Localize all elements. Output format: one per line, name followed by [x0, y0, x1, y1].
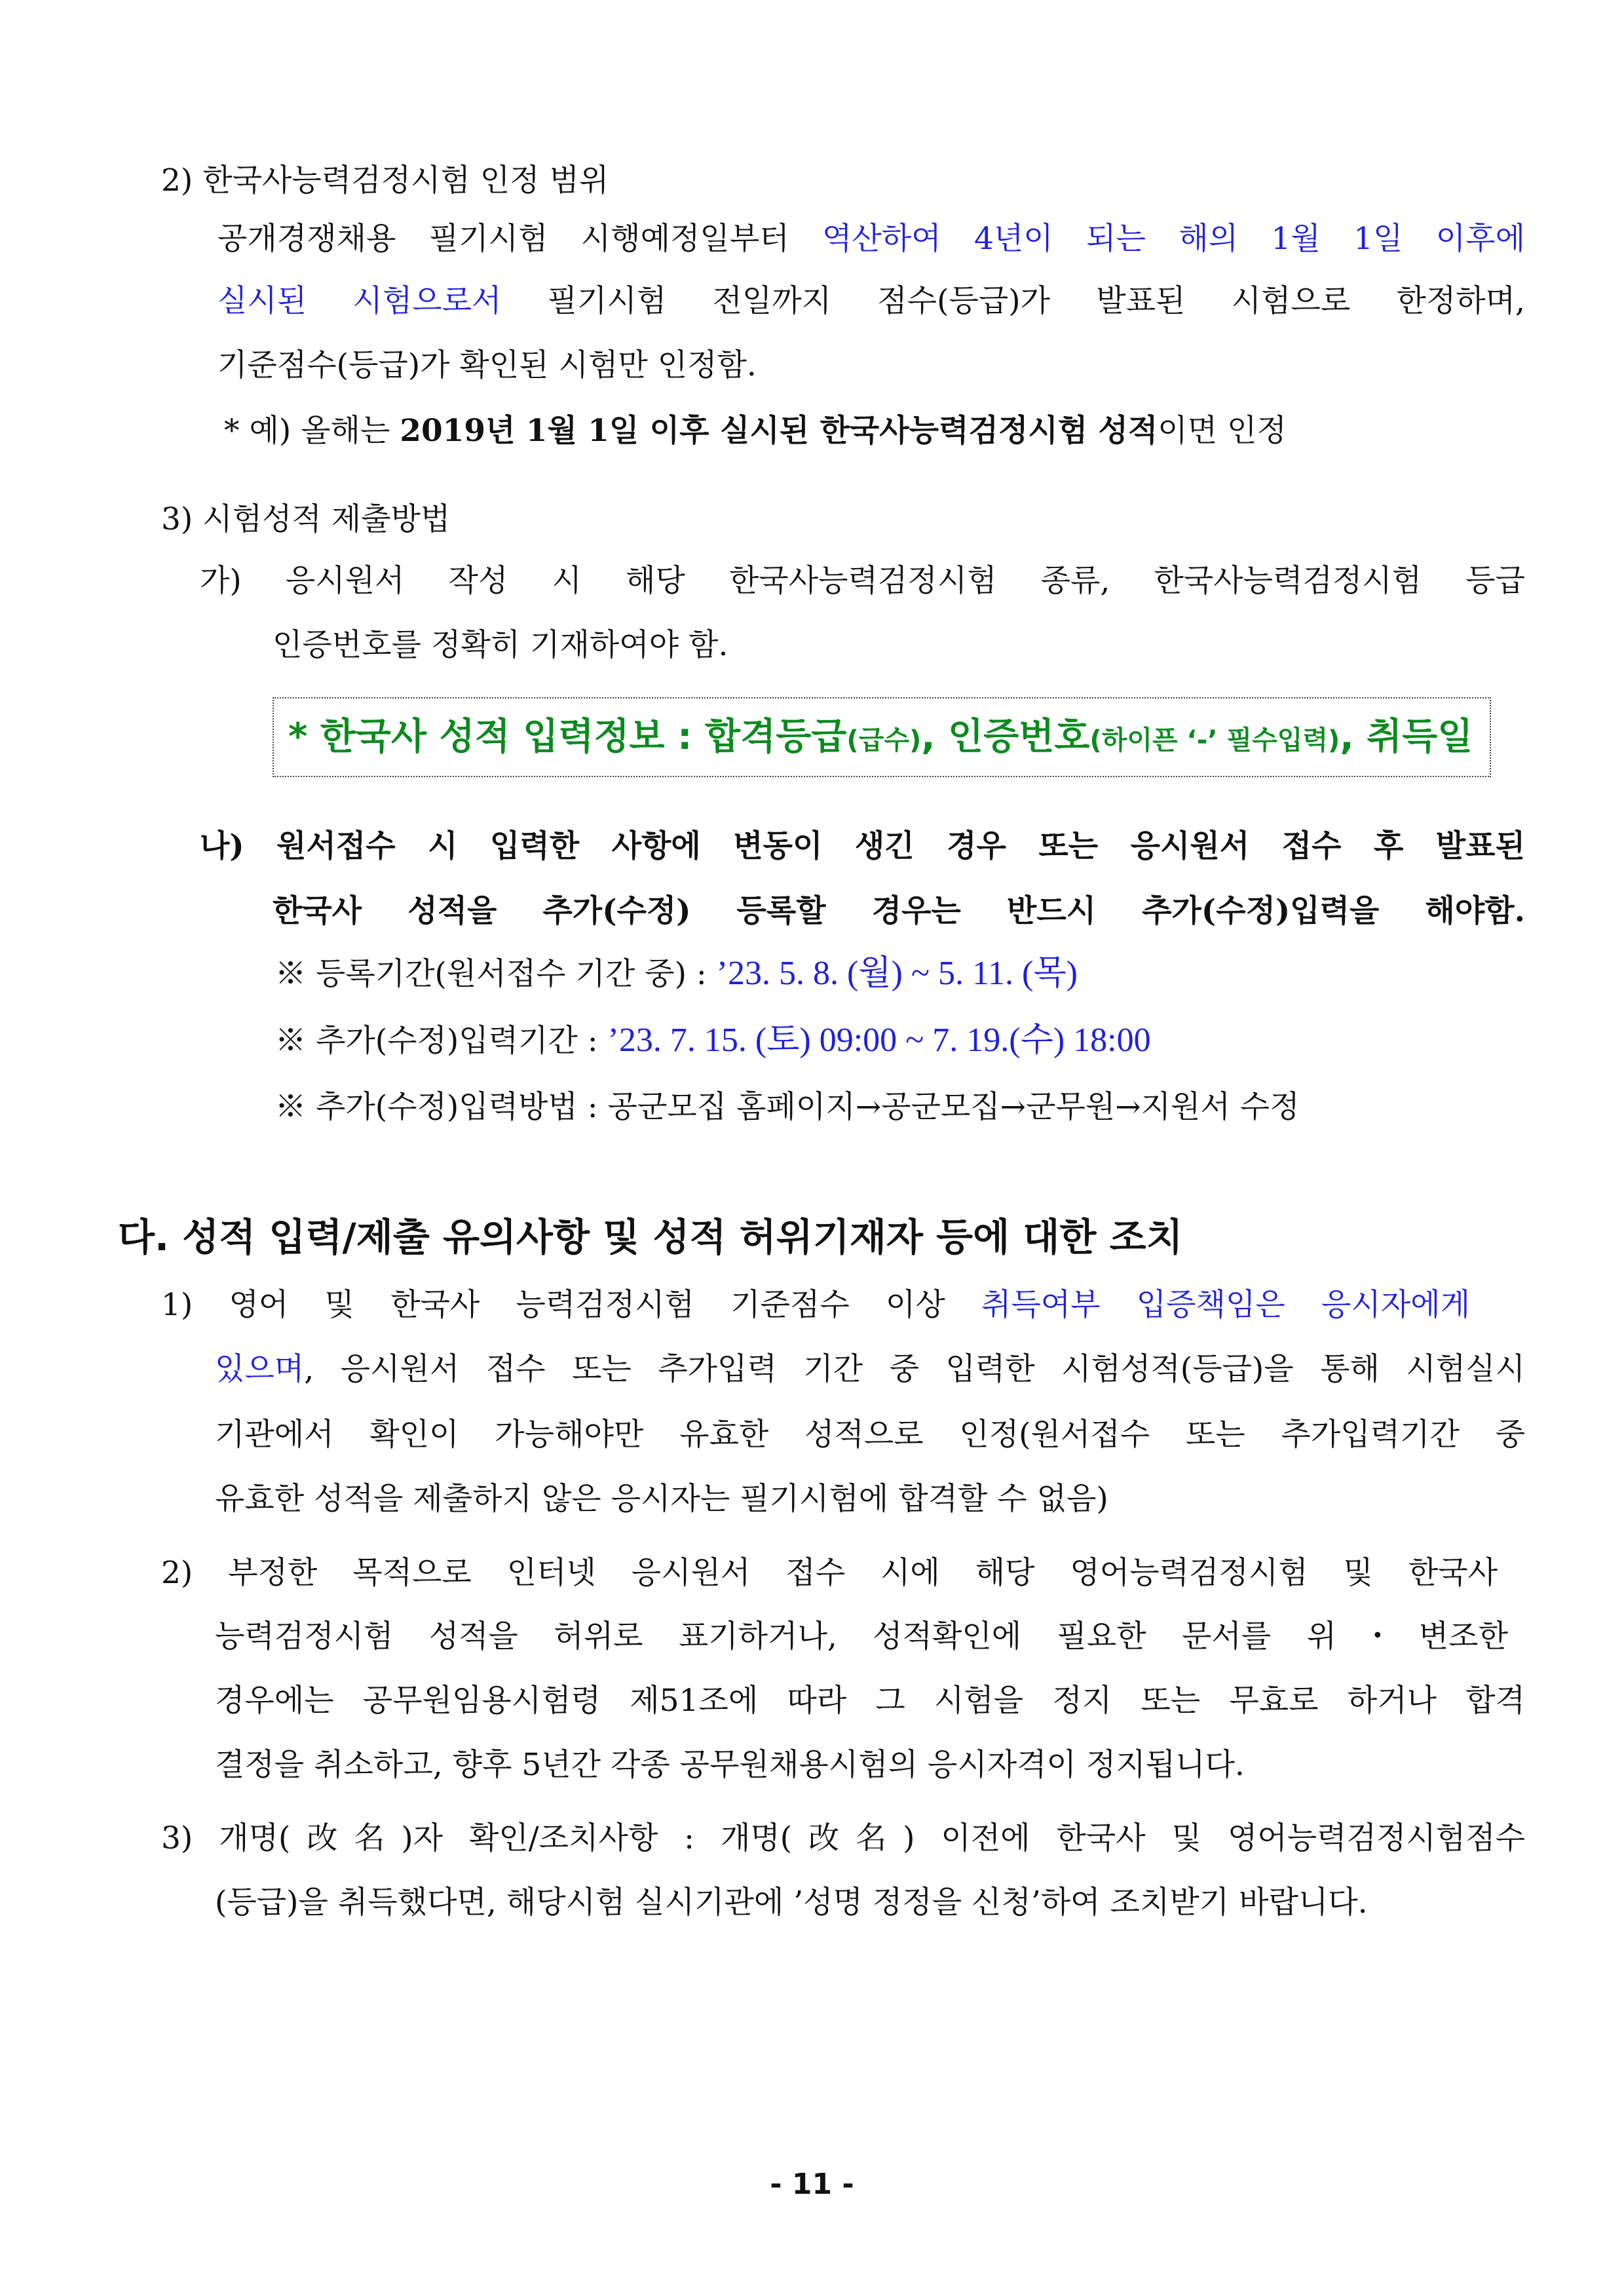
section-2-line-1: 공개경쟁채용 필기시험 시행예정일부터 역산하여 4년이 되는 해의 1월 1일 이후에 [217, 221, 1525, 257]
section-2-note: * 예) 올해는 2019년 1월 1일 이후 실시된 한국사능력검정시험 성적이면 인정 [224, 413, 1287, 449]
da-p2-line-4: 결정을 취소하고, 향후 5년간 각종 공무원채용시험의 응시자격이 정지됩니다. [215, 1747, 1245, 1783]
da-p1-line-3: 기관에서 확인이 가능해야만 유효한 성적으로 인정(원서접수 또는 추가입력기간 중 [215, 1417, 1525, 1453]
section-3-na-line-1: 나) 원서접수 시 입력한 사항에 변동이 생긴 경우 또는 응시원서 접수 후 발표된 [200, 828, 1525, 864]
section-3-na-line-2: 한국사 성적을 추가(수정) 등록할 경우는 반드시 추가(수정)입력을 해야함. [273, 893, 1525, 929]
score-info-text: * 한국사 성적 입력정보 : 합격등급(급수), 인증번호(하이픈 ‘-’ 필수입력), 취득일 [288, 716, 1473, 758]
section-2-title: 2) 한국사능력검정시험 인정 범위 [161, 163, 609, 199]
page-number: - 11 - [770, 2168, 854, 2201]
section-2-line-3: 기준점수(등급)가 확인된 시험만 인정함. [217, 347, 757, 383]
da-p3-line-1: 3) 개명(改名)자 확인/조치사항 : 개명(改名) 이전에 한국사 및 영어능력검정시험점수 [161, 1820, 1525, 1856]
section-3-ga-line-1: 가) 응시원서 작성 시 해당 한국사능력검정시험 종류, 한국사능력검정시험 등급 [200, 563, 1525, 599]
da-p2-line-2: 능력검정시험 성적을 허위로 표기하거나, 성적확인에 필요한 문서를 위・변조한 [215, 1618, 1508, 1655]
da-p3-line-2: (등급)을 취득했다면, 해당시험 실시기관에 ’성명 정정을 신청’하여 조치받기 바랍니다. [215, 1885, 1368, 1921]
da-p1-line-1: 1) 영어 및 한국사 능력검정시험 기준점수 이상 취득여부 입증책임은 응시자에게 [161, 1287, 1470, 1323]
section-da-heading: 다. 성적 입력/제출 유의사항 및 성적 허위기재자 등에 대한 조치 [118, 1215, 1183, 1259]
section-3-ga-line-2: 인증번호를 정확히 기재하여야 함. [273, 627, 728, 663]
da-p2-line-1: 2) 부정한 목적으로 인터넷 응시원서 접수 시에 해당 영어능력검정시험 및 한국사 [161, 1555, 1498, 1591]
da-p1-line-4: 유효한 성적을 제출하지 않은 응시자는 필기시험에 합격할 수 없음) [215, 1481, 1108, 1517]
additional-input-period: ※ 추가(수정)입력기간 : ’23. 7. 15. (토) 09:00 ~ 7. 19.(수) 18:00 [275, 1022, 1151, 1059]
section-2-line-2: 실시된 시험으로서 필기시험 전일까지 점수(등급)가 발표된 시험으로 한정하며, [217, 283, 1525, 319]
da-p1-line-2: 있으며, 응시원서 접수 또는 추가입력 기간 중 입력한 시험성적(등급)을 통해 시험실시 [215, 1351, 1525, 1387]
da-p2-line-3: 경우에는 공무원임용시험령 제51조에 따라 그 시험을 정지 또는 무효로 하거나 합격 [215, 1683, 1525, 1719]
additional-input-method: ※ 추가(수정)입력방법 : 공군모집 홈페이지→공군모집→군무원→지원서 수정 [275, 1089, 1300, 1125]
registration-period: ※ 등록기간(원서접수 기간 중) : ’23. 5. 8. (월) ~ 5. 11. (목) [275, 955, 1078, 992]
section-3-title: 3) 시험성적 제출방법 [161, 501, 451, 537]
